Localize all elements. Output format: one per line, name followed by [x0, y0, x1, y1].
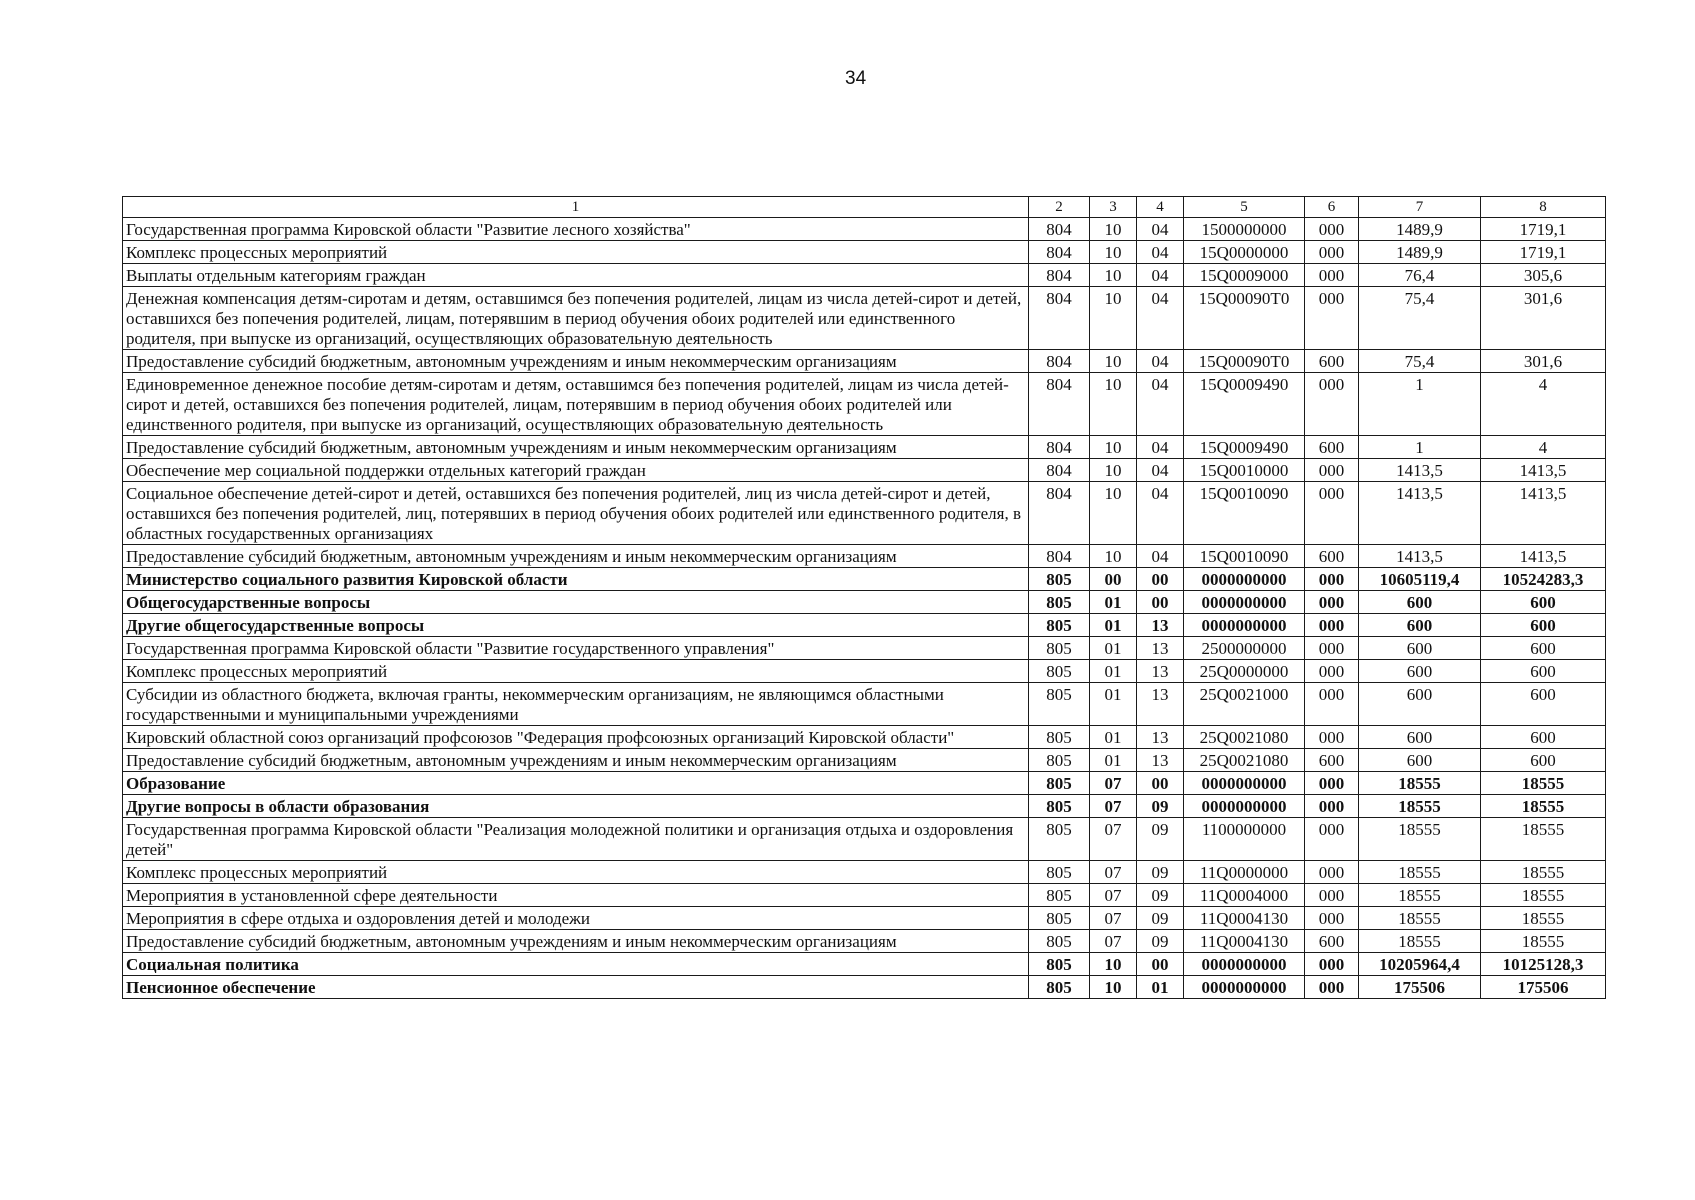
- row-name-cell: Субсидии из областного бюджета, включая гранты, некоммерческим организациям, не являющимся областными государственными и муниципальными учреждениями: [123, 683, 1029, 726]
- subsection-cell: 00: [1137, 591, 1184, 614]
- subsection-cell: 04: [1137, 459, 1184, 482]
- gov-code-cell: 805: [1029, 976, 1090, 999]
- gov-code-cell: 805: [1029, 591, 1090, 614]
- expense-type-cell: 000: [1305, 884, 1359, 907]
- row-name-cell: Другие вопросы в области образования: [123, 795, 1029, 818]
- amount-year2-cell: 4: [1481, 436, 1606, 459]
- section-cell: 10: [1090, 976, 1137, 999]
- gov-code-cell: 805: [1029, 795, 1090, 818]
- gov-code-cell: 805: [1029, 749, 1090, 772]
- table-row: [123, 218, 1606, 241]
- amount-year1-cell: 18555: [1359, 884, 1481, 907]
- row-name-cell: Денежная компенсация детям-сиротам и детям, оставшимся без попечения родителей, лицам из числа детей-сирот и детей, оставшихся без попечения родителей, лицам, потерявшим в период обучения обоих родителей или единственного родителя, при выпуске из организаций, осуществляющих образовательную деятельность: [123, 287, 1029, 350]
- expense-type-cell: 000: [1305, 591, 1359, 614]
- amount-year1-cell: 10205964,4: [1359, 953, 1481, 976]
- table-row: [123, 683, 1606, 726]
- section-cell: 01: [1090, 614, 1137, 637]
- subsection-cell: 09: [1137, 795, 1184, 818]
- amount-year1-cell: 1413,5: [1359, 459, 1481, 482]
- table-row: [123, 637, 1606, 660]
- subsection-cell: 00: [1137, 568, 1184, 591]
- amount-year2-cell: 175506: [1481, 976, 1606, 999]
- subsection-cell: 04: [1137, 218, 1184, 241]
- gov-code-cell: 805: [1029, 884, 1090, 907]
- subsection-cell: 09: [1137, 930, 1184, 953]
- expense-type-cell: 000: [1305, 614, 1359, 637]
- gov-code-cell: 805: [1029, 683, 1090, 726]
- row-name-cell: Обеспечение мер социальной поддержки отдельных категорий граждан: [123, 459, 1029, 482]
- row-name-cell: Образование: [123, 772, 1029, 795]
- expense-type-cell: 000: [1305, 482, 1359, 545]
- table-row: [123, 930, 1606, 953]
- table-row: [123, 241, 1606, 264]
- header-cell-7: 7: [1359, 197, 1481, 218]
- gov-code-cell: 804: [1029, 436, 1090, 459]
- table-row: [123, 976, 1606, 999]
- amount-year1-cell: 18555: [1359, 818, 1481, 861]
- amount-year2-cell: 600: [1481, 614, 1606, 637]
- section-cell: 10: [1090, 218, 1137, 241]
- target-item-cell: 0000000000: [1184, 568, 1305, 591]
- row-name-cell: Социальная политика: [123, 953, 1029, 976]
- header-cell-3: 3: [1090, 197, 1137, 218]
- amount-year1-cell: 1489,9: [1359, 241, 1481, 264]
- target-item-cell: 0000000000: [1184, 795, 1305, 818]
- section-cell: 10: [1090, 482, 1137, 545]
- table-row: [123, 373, 1606, 436]
- subsection-cell: 09: [1137, 861, 1184, 884]
- gov-code-cell: 804: [1029, 459, 1090, 482]
- amount-year1-cell: 600: [1359, 637, 1481, 660]
- gov-code-cell: 804: [1029, 350, 1090, 373]
- subsection-cell: 04: [1137, 241, 1184, 264]
- subsection-cell: 04: [1137, 373, 1184, 436]
- amount-year2-cell: 10524283,3: [1481, 568, 1606, 591]
- gov-code-cell: 805: [1029, 772, 1090, 795]
- section-cell: 01: [1090, 637, 1137, 660]
- table-row: [123, 818, 1606, 861]
- header-cell-4: 4: [1137, 197, 1184, 218]
- row-name-cell: Мероприятия в установленной сфере деятельности: [123, 884, 1029, 907]
- subsection-cell: 09: [1137, 884, 1184, 907]
- subsection-cell: 04: [1137, 287, 1184, 350]
- subsection-cell: 13: [1137, 749, 1184, 772]
- amount-year1-cell: 175506: [1359, 976, 1481, 999]
- target-item-cell: 0000000000: [1184, 772, 1305, 795]
- amount-year2-cell: 18555: [1481, 795, 1606, 818]
- row-name-cell: Предоставление субсидий бюджетным, автономным учреждениям и иным некоммерческим организациям: [123, 545, 1029, 568]
- section-cell: 10: [1090, 459, 1137, 482]
- row-name-cell: Социальное обеспечение детей-сирот и детей, оставшихся без попечения родителей, лиц из числа детей-сирот и детей, оставшихся без попечения родителей, лиц, потерявших в период обучения обоих родителей или единственного родителя, в областных государственных организациях: [123, 482, 1029, 545]
- gov-code-cell: 804: [1029, 287, 1090, 350]
- header-cell-8: 8: [1481, 197, 1606, 218]
- amount-year2-cell: 18555: [1481, 818, 1606, 861]
- table-row: [123, 350, 1606, 373]
- amount-year2-cell: 18555: [1481, 861, 1606, 884]
- expense-type-cell: 000: [1305, 726, 1359, 749]
- row-name-cell: Комплекс процессных мероприятий: [123, 861, 1029, 884]
- table-row: [123, 459, 1606, 482]
- amount-year1-cell: 1413,5: [1359, 545, 1481, 568]
- expense-type-cell: 000: [1305, 568, 1359, 591]
- row-name-cell: Комплекс процессных мероприятий: [123, 241, 1029, 264]
- gov-code-cell: 805: [1029, 726, 1090, 749]
- target-item-cell: 11Q0004000: [1184, 884, 1305, 907]
- expense-type-cell: 000: [1305, 218, 1359, 241]
- target-item-cell: 11Q0000000: [1184, 861, 1305, 884]
- gov-code-cell: 805: [1029, 614, 1090, 637]
- header-cell-5: 5: [1184, 197, 1305, 218]
- subsection-cell: 13: [1137, 637, 1184, 660]
- subsection-cell: 04: [1137, 482, 1184, 545]
- expense-type-cell: 000: [1305, 241, 1359, 264]
- target-item-cell: 15Q0009490: [1184, 436, 1305, 459]
- gov-code-cell: 805: [1029, 818, 1090, 861]
- target-item-cell: 15Q0009490: [1184, 373, 1305, 436]
- expense-type-cell: 600: [1305, 749, 1359, 772]
- subsection-cell: 04: [1137, 436, 1184, 459]
- amount-year2-cell: 1413,5: [1481, 482, 1606, 545]
- table-row: [123, 482, 1606, 545]
- section-cell: 07: [1090, 907, 1137, 930]
- gov-code-cell: 805: [1029, 930, 1090, 953]
- amount-year2-cell: 600: [1481, 637, 1606, 660]
- subsection-cell: 13: [1137, 614, 1184, 637]
- expense-type-cell: 000: [1305, 818, 1359, 861]
- amount-year1-cell: 75,4: [1359, 287, 1481, 350]
- target-item-cell: 25Q0021000: [1184, 683, 1305, 726]
- expense-type-cell: 000: [1305, 459, 1359, 482]
- expense-type-cell: 000: [1305, 795, 1359, 818]
- target-item-cell: 0000000000: [1184, 614, 1305, 637]
- table-row: [123, 861, 1606, 884]
- section-cell: 10: [1090, 373, 1137, 436]
- amount-year1-cell: 18555: [1359, 907, 1481, 930]
- expense-type-cell: 000: [1305, 772, 1359, 795]
- amount-year2-cell: 301,6: [1481, 350, 1606, 373]
- expense-type-cell: 000: [1305, 287, 1359, 350]
- gov-code-cell: 804: [1029, 373, 1090, 436]
- table-row: [123, 436, 1606, 459]
- row-name-cell: Государственная программа Кировской области "Реализация молодежной политики и организация отдыха и оздоровления детей": [123, 818, 1029, 861]
- amount-year2-cell: 600: [1481, 726, 1606, 749]
- section-cell: 01: [1090, 749, 1137, 772]
- amount-year2-cell: 1413,5: [1481, 545, 1606, 568]
- amount-year2-cell: 1413,5: [1481, 459, 1606, 482]
- amount-year1-cell: 75,4: [1359, 350, 1481, 373]
- row-name-cell: Предоставление субсидий бюджетным, автономным учреждениям и иным некоммерческим организациям: [123, 436, 1029, 459]
- target-item-cell: 1100000000: [1184, 818, 1305, 861]
- gov-code-cell: 805: [1029, 568, 1090, 591]
- page-number: 34: [845, 68, 867, 89]
- target-item-cell: 25Q0021080: [1184, 726, 1305, 749]
- row-name-cell: Предоставление субсидий бюджетным, автономным учреждениям и иным некоммерческим организациям: [123, 930, 1029, 953]
- gov-code-cell: 805: [1029, 660, 1090, 683]
- subsection-cell: 00: [1137, 953, 1184, 976]
- table-row: [123, 907, 1606, 930]
- subsection-cell: 13: [1137, 660, 1184, 683]
- table-row: [123, 264, 1606, 287]
- amount-year2-cell: 600: [1481, 683, 1606, 726]
- amount-year2-cell: 600: [1481, 591, 1606, 614]
- subsection-cell: 09: [1137, 818, 1184, 861]
- gov-code-cell: 805: [1029, 637, 1090, 660]
- target-item-cell: 15Q00090T0: [1184, 287, 1305, 350]
- table-header-row: [123, 197, 1606, 218]
- gov-code-cell: 804: [1029, 482, 1090, 545]
- amount-year2-cell: 600: [1481, 749, 1606, 772]
- section-cell: 07: [1090, 772, 1137, 795]
- target-item-cell: 15Q0010090: [1184, 482, 1305, 545]
- amount-year2-cell: 1719,1: [1481, 241, 1606, 264]
- row-name-cell: Мероприятия в сфере отдыха и оздоровления детей и молодежи: [123, 907, 1029, 930]
- expense-type-cell: 000: [1305, 373, 1359, 436]
- target-item-cell: 0000000000: [1184, 976, 1305, 999]
- section-cell: 10: [1090, 436, 1137, 459]
- subsection-cell: 04: [1137, 350, 1184, 373]
- amount-year1-cell: 76,4: [1359, 264, 1481, 287]
- section-cell: 07: [1090, 818, 1137, 861]
- target-item-cell: 0000000000: [1184, 591, 1305, 614]
- row-name-cell: Единовременное денежное пособие детям-сиротам и детям, оставшимся без попечения родителей, лицам из числа детей-сирот и детей, оставшихся без попечения родителей, лицам, потерявшим в период обучения обоих родителей или единственного родителя, при выпуске из организаций, осуществляющих образовательную деятельность: [123, 373, 1029, 436]
- amount-year2-cell: 18555: [1481, 884, 1606, 907]
- header-cell-1: 1: [123, 197, 1029, 218]
- header-cell-6: 6: [1305, 197, 1359, 218]
- row-name-cell: Пенсионное обеспечение: [123, 976, 1029, 999]
- row-name-cell: Кировский областной союз организаций профсоюзов "Федерация профсоюзных организаций Кировской области": [123, 726, 1029, 749]
- target-item-cell: 15Q0009000: [1184, 264, 1305, 287]
- amount-year2-cell: 1719,1: [1481, 218, 1606, 241]
- subsection-cell: 04: [1137, 545, 1184, 568]
- row-name-cell: Выплаты отдельным категориям граждан: [123, 264, 1029, 287]
- amount-year2-cell: 18555: [1481, 907, 1606, 930]
- row-name-cell: Другие общегосударственные вопросы: [123, 614, 1029, 637]
- amount-year1-cell: 600: [1359, 683, 1481, 726]
- amount-year1-cell: 1413,5: [1359, 482, 1481, 545]
- section-cell: 01: [1090, 660, 1137, 683]
- gov-code-cell: 805: [1029, 953, 1090, 976]
- gov-code-cell: 805: [1029, 907, 1090, 930]
- table-row: [123, 795, 1606, 818]
- gov-code-cell: 804: [1029, 218, 1090, 241]
- subsection-cell: 04: [1137, 264, 1184, 287]
- expense-type-cell: 000: [1305, 907, 1359, 930]
- table-row: [123, 568, 1606, 591]
- target-item-cell: 11Q0004130: [1184, 930, 1305, 953]
- subsection-cell: 00: [1137, 772, 1184, 795]
- gov-code-cell: 804: [1029, 241, 1090, 264]
- row-name-cell: Предоставление субсидий бюджетным, автономным учреждениям и иным некоммерческим организациям: [123, 350, 1029, 373]
- amount-year2-cell: 18555: [1481, 772, 1606, 795]
- table-row: [123, 749, 1606, 772]
- gov-code-cell: 804: [1029, 545, 1090, 568]
- expense-type-cell: 600: [1305, 436, 1359, 459]
- section-cell: 10: [1090, 264, 1137, 287]
- expense-type-cell: 600: [1305, 350, 1359, 373]
- section-cell: 10: [1090, 350, 1137, 373]
- subsection-cell: 09: [1137, 907, 1184, 930]
- amount-year1-cell: 1: [1359, 373, 1481, 436]
- amount-year1-cell: 18555: [1359, 772, 1481, 795]
- expense-type-cell: 000: [1305, 976, 1359, 999]
- gov-code-cell: 804: [1029, 264, 1090, 287]
- expense-type-cell: 000: [1305, 660, 1359, 683]
- section-cell: 07: [1090, 861, 1137, 884]
- row-name-cell: Государственная программа Кировской области "Развитие лесного хозяйства": [123, 218, 1029, 241]
- table-row: [123, 772, 1606, 795]
- row-name-cell: Комплекс процессных мероприятий: [123, 660, 1029, 683]
- row-name-cell: Государственная программа Кировской области "Развитие государственного управления": [123, 637, 1029, 660]
- table-row: [123, 591, 1606, 614]
- section-cell: 07: [1090, 884, 1137, 907]
- amount-year1-cell: 600: [1359, 660, 1481, 683]
- section-cell: 07: [1090, 795, 1137, 818]
- table-row: [123, 660, 1606, 683]
- amount-year1-cell: 10605119,4: [1359, 568, 1481, 591]
- amount-year1-cell: 1: [1359, 436, 1481, 459]
- subsection-cell: 01: [1137, 976, 1184, 999]
- section-cell: 00: [1090, 568, 1137, 591]
- section-cell: 07: [1090, 930, 1137, 953]
- section-cell: 01: [1090, 591, 1137, 614]
- target-item-cell: 1500000000: [1184, 218, 1305, 241]
- amount-year2-cell: 301,6: [1481, 287, 1606, 350]
- amount-year1-cell: 1489,9: [1359, 218, 1481, 241]
- row-name-cell: Министерство социального развития Кировской области: [123, 568, 1029, 591]
- target-item-cell: 15Q0010090: [1184, 545, 1305, 568]
- table-row: [123, 614, 1606, 637]
- amount-year1-cell: 600: [1359, 591, 1481, 614]
- budget-table: [122, 196, 1606, 999]
- table-row: [123, 884, 1606, 907]
- expense-type-cell: 600: [1305, 545, 1359, 568]
- amount-year1-cell: 600: [1359, 749, 1481, 772]
- target-item-cell: 15Q0000000: [1184, 241, 1305, 264]
- target-item-cell: 0000000000: [1184, 953, 1305, 976]
- subsection-cell: 13: [1137, 726, 1184, 749]
- section-cell: 10: [1090, 241, 1137, 264]
- target-item-cell: 2500000000: [1184, 637, 1305, 660]
- amount-year1-cell: 18555: [1359, 930, 1481, 953]
- gov-code-cell: 805: [1029, 861, 1090, 884]
- amount-year2-cell: 18555: [1481, 930, 1606, 953]
- section-cell: 10: [1090, 953, 1137, 976]
- section-cell: 01: [1090, 726, 1137, 749]
- subsection-cell: 13: [1137, 683, 1184, 726]
- row-name-cell: Предоставление субсидий бюджетным, автономным учреждениям и иным некоммерческим организациям: [123, 749, 1029, 772]
- expense-type-cell: 000: [1305, 637, 1359, 660]
- amount-year2-cell: 600: [1481, 660, 1606, 683]
- target-item-cell: 15Q00090T0: [1184, 350, 1305, 373]
- target-item-cell: 15Q0010000: [1184, 459, 1305, 482]
- expense-type-cell: 000: [1305, 264, 1359, 287]
- header-cell-2: 2: [1029, 197, 1090, 218]
- amount-year2-cell: 305,6: [1481, 264, 1606, 287]
- amount-year1-cell: 600: [1359, 614, 1481, 637]
- table-row: [123, 953, 1606, 976]
- expense-type-cell: 600: [1305, 930, 1359, 953]
- expense-type-cell: 000: [1305, 861, 1359, 884]
- section-cell: 10: [1090, 545, 1137, 568]
- amount-year2-cell: 10125128,3: [1481, 953, 1606, 976]
- amount-year1-cell: 18555: [1359, 861, 1481, 884]
- amount-year1-cell: 18555: [1359, 795, 1481, 818]
- target-item-cell: 25Q0021080: [1184, 749, 1305, 772]
- expense-type-cell: 000: [1305, 683, 1359, 726]
- table-row: [123, 287, 1606, 350]
- expense-type-cell: 000: [1305, 953, 1359, 976]
- table-row: [123, 545, 1606, 568]
- section-cell: 01: [1090, 683, 1137, 726]
- amount-year1-cell: 600: [1359, 726, 1481, 749]
- section-cell: 10: [1090, 287, 1137, 350]
- table-row: [123, 726, 1606, 749]
- row-name-cell: Общегосударственные вопросы: [123, 591, 1029, 614]
- target-item-cell: 25Q0000000: [1184, 660, 1305, 683]
- amount-year2-cell: 4: [1481, 373, 1606, 436]
- target-item-cell: 11Q0004130: [1184, 907, 1305, 930]
